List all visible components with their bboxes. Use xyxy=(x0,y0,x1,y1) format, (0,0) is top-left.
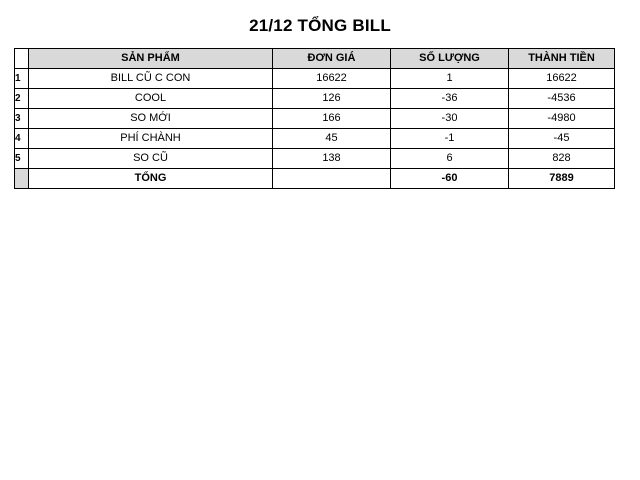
summary-amount: 7889 xyxy=(509,169,615,189)
cell-product: COOL xyxy=(29,89,273,109)
cell-amount: 16622 xyxy=(509,69,615,89)
column-header-amount: THÀNH TIỀN xyxy=(509,49,615,69)
table-header-row xyxy=(15,49,615,69)
column-header-product: SẢN PHẨM xyxy=(29,49,273,69)
table-row xyxy=(15,149,615,169)
cell-product: BILL CŨ C CON xyxy=(29,69,273,89)
cell-price: 45 xyxy=(273,129,391,149)
row-index: 1 xyxy=(15,69,29,89)
table-header xyxy=(15,49,615,69)
cell-quantity: -36 xyxy=(391,89,509,109)
row-index: 3 xyxy=(15,109,29,129)
summary-index xyxy=(15,169,29,189)
cell-amount: 828 xyxy=(509,149,615,169)
cell-quantity: -1 xyxy=(391,129,509,149)
summary-label: TỔNG xyxy=(29,169,273,189)
cell-price: 138 xyxy=(273,149,391,169)
row-index: 4 xyxy=(15,129,29,149)
cell-product: SO CŨ xyxy=(29,149,273,169)
cell-amount: -4980 xyxy=(509,109,615,129)
table-body xyxy=(15,69,615,189)
bill-table-container xyxy=(14,48,614,189)
page-title: 21/12 TỔNG BILL xyxy=(249,16,391,35)
table-row xyxy=(15,129,615,149)
cell-product: PHÍ CHÀNH xyxy=(29,129,273,149)
table-row xyxy=(15,109,615,129)
column-header-index xyxy=(15,49,29,69)
column-header-price: ĐƠN GIÁ xyxy=(273,49,391,69)
row-index: 2 xyxy=(15,89,29,109)
bill-table xyxy=(14,48,615,189)
summary-price xyxy=(273,169,391,189)
cell-quantity: 1 xyxy=(391,69,509,89)
summary-quantity: -60 xyxy=(391,169,509,189)
cell-price: 126 xyxy=(273,89,391,109)
cell-quantity: -30 xyxy=(391,109,509,129)
cell-product: SO MỚI xyxy=(29,109,273,129)
cell-price: 166 xyxy=(273,109,391,129)
cell-quantity: 6 xyxy=(391,149,509,169)
cell-amount: -4536 xyxy=(509,89,615,109)
table-summary-row xyxy=(15,169,615,189)
table-row xyxy=(15,69,615,89)
column-header-quantity: SỐ LƯỢNG xyxy=(391,49,509,69)
cell-price: 16622 xyxy=(273,69,391,89)
table-row xyxy=(15,89,615,109)
cell-amount: -45 xyxy=(509,129,615,149)
row-index: 5 xyxy=(15,149,29,169)
